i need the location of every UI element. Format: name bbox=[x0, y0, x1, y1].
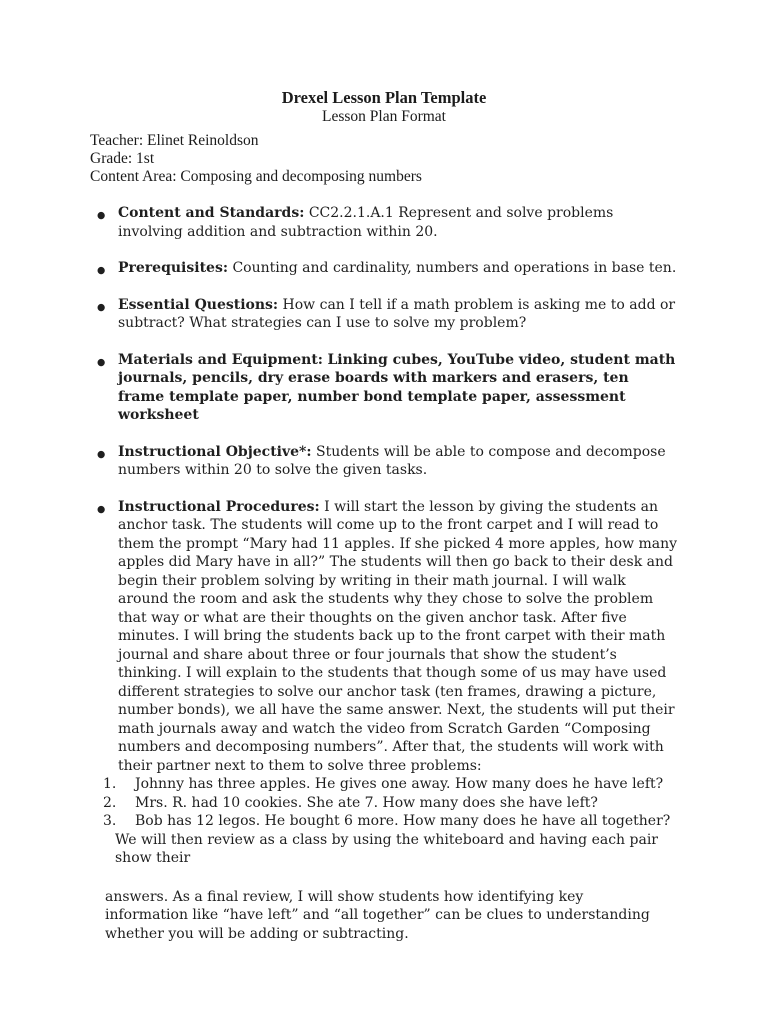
section-label: Content and Standards: bbox=[118, 205, 305, 221]
teacher-value: Elinet Reinoldson bbox=[147, 132, 259, 149]
problem-item-2 bbox=[103, 794, 678, 813]
section-label: Essential Questions: bbox=[118, 296, 279, 313]
section-text: I will start the lesson by giving the students an anchor task. The students will come up to the front carpet and I will read to them the prompt “Mary had 11 apples. If she picked 4 more apples, how many apples did Mary have in all?” The students will then go back to their desk and begin their problem solving by writing in their math journal. I will walk around the room and ask the students why they chose to solve the problem that way or what are their thoughts on the given anchor task. After five minutes. I will bring the students back up to the front carpet with their math journal and share about three or four journals that show the student’s thinking. I will explain to the students that though some of us may have used different strategies to solve our anchor task (ten frames, drawing a picture, number bonds), we all have the same answer. Next, the students will put their math journals away and watch the video from Scratch Garden “Composing numbers and decomposing numbers”. After that, the students will work with their partner next to them to solve three problems: bbox=[118, 498, 678, 774]
section-essential-questions bbox=[90, 296, 678, 333]
grade-value: 1st bbox=[136, 150, 155, 167]
page-subtitle: Lesson Plan Format bbox=[322, 108, 446, 125]
section-prerequisites bbox=[90, 259, 678, 278]
section-text: Linking cubes, YouTube video, student math journals, pencils, dry erase boards with markers and erasers, ten frame template paper, number bond template paper, assessment worksheet bbox=[118, 351, 676, 423]
content-area-line bbox=[90, 168, 678, 186]
section-label: Materials and Equipment: bbox=[118, 351, 323, 368]
problem-text: Mrs. R. had 10 cookies. She ate 7. How many does she have left? bbox=[135, 794, 598, 811]
problem-text: Johnny has three apples. He gives one away. How many does he have left? bbox=[135, 776, 664, 792]
lesson-body bbox=[90, 204, 678, 943]
section-materials-and-equipment bbox=[90, 351, 678, 425]
grade-line bbox=[90, 150, 678, 168]
section-text: Counting and cardinality, numbers and operations in base ten. bbox=[232, 260, 677, 276]
section-instructional-objective bbox=[90, 443, 678, 480]
problem-number: 2. bbox=[103, 794, 117, 811]
content-area-value: Composing and decomposing numbers bbox=[180, 168, 422, 185]
closing-final-paragraph: answers. As a final review, I will show students how identifying key information like “have left” and “all together” can be clues to understanding whether you will be adding or subtracting. bbox=[105, 888, 650, 942]
section-content-and-standards bbox=[90, 204, 678, 241]
document-header bbox=[90, 88, 678, 186]
problem-item-3 bbox=[103, 812, 678, 831]
practice-problem-list bbox=[90, 775, 678, 831]
teacher-label: Teacher: bbox=[90, 132, 144, 149]
section-label: Instructional Procedures: bbox=[118, 498, 320, 515]
problem-number: 1. bbox=[103, 776, 117, 792]
lesson-meta bbox=[90, 132, 678, 186]
grade-label: Grade: bbox=[90, 150, 133, 167]
section-instructional-procedures bbox=[90, 498, 678, 776]
section-text: Students will be able to compose and decompose numbers within 20 to solve the given tasks. bbox=[118, 443, 666, 478]
page-title: Drexel Lesson Plan Template bbox=[281, 88, 487, 107]
teacher-line bbox=[90, 132, 678, 150]
problem-number: 3. bbox=[103, 813, 117, 829]
section-text: How can I tell if a math problem is asking me to add or subtract? What strategies can I use to solve my problem? bbox=[118, 296, 676, 331]
closing-review-line: We will then review as a class by using the whiteboard and having each pair show their bbox=[115, 831, 658, 866]
section-text: CC2.2.1.A.1 Represent and solve problems involving addition and subtraction within 20. bbox=[118, 205, 614, 240]
problem-text: Bob has 12 legos. He bought 6 more. How many does he have all together? bbox=[135, 813, 671, 829]
problem-item-1 bbox=[103, 775, 678, 794]
content-area-label: Content Area: bbox=[90, 168, 177, 185]
section-label: Instructional Objective*: bbox=[118, 443, 312, 460]
section-list bbox=[90, 204, 678, 775]
section-label: Prerequisites: bbox=[118, 260, 229, 276]
